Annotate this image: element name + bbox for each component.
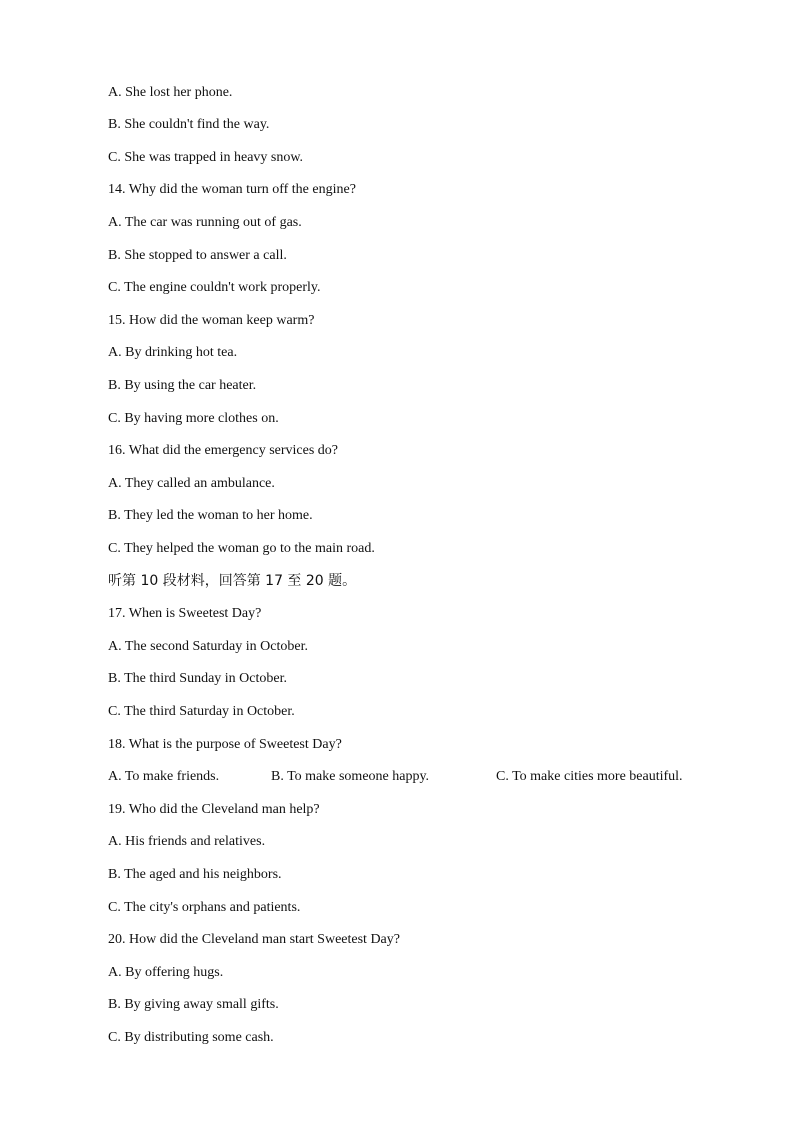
q13-option-a: A. She lost her phone.: [108, 85, 233, 100]
q13-option-c: C. She was trapped in heavy snow.: [108, 150, 304, 165]
q20-option-c: C. By distributing some cash.: [108, 1030, 274, 1045]
q17-option-b: B. The third Sunday in October.: [108, 671, 287, 686]
q16-question: 16. What did the emergency services do?: [108, 443, 339, 458]
q14-option-b: B. She stopped to answer a call.: [108, 248, 287, 263]
q17-option-c: C. The third Saturday in October.: [108, 704, 295, 719]
q16-option-a: A. They called an ambulance.: [108, 476, 275, 491]
q14-option-c: C. The engine couldn't work properly.: [108, 280, 321, 295]
q15-question: 15. How did the woman keep warm?: [108, 313, 315, 328]
q17-option-a: A. The second Saturday in October.: [108, 639, 308, 654]
q19-question: 19. Who did the Cleveland man help?: [108, 802, 320, 817]
q16-option-c: C. They helped the woman go to the main road.: [108, 541, 375, 556]
q20-question: 20. How did the Cleveland man start Sweetest Day?: [108, 932, 400, 947]
q13-option-b: B. She couldn't find the way.: [108, 117, 270, 132]
q18-question: 18. What is the purpose of Sweetest Day?: [108, 737, 342, 752]
q19-option-a: A. His friends and relatives.: [108, 834, 266, 849]
q14-option-a: A. The car was running out of gas.: [108, 215, 302, 230]
q20-option-a: A. By offering hugs.: [108, 965, 224, 980]
q18-option-b: B. To make someone happy.: [271, 769, 430, 784]
section-instruction: 听第 10 段材料，回答第 17 至 20 题。: [108, 573, 357, 589]
q18-option-c: C. To make cities more beautiful.: [496, 769, 683, 784]
q17-question: 17. When is Sweetest Day?: [108, 606, 262, 621]
q15-option-c: C. By having more clothes on.: [108, 411, 279, 426]
q15-option-a: A. By drinking hot tea.: [108, 345, 238, 360]
q19-option-c: C. The city's orphans and patients.: [108, 900, 301, 915]
q18-option-a: A. To make friends.: [108, 769, 220, 784]
q20-option-b: B. By giving away small gifts.: [108, 997, 279, 1012]
q14-question: 14. Why did the woman turn off the engine?: [108, 182, 356, 197]
q16-option-b: B. They led the woman to her home.: [108, 508, 313, 523]
q15-option-b: B. By using the car heater.: [108, 378, 257, 393]
q19-option-b: B. The aged and his neighbors.: [108, 867, 282, 882]
